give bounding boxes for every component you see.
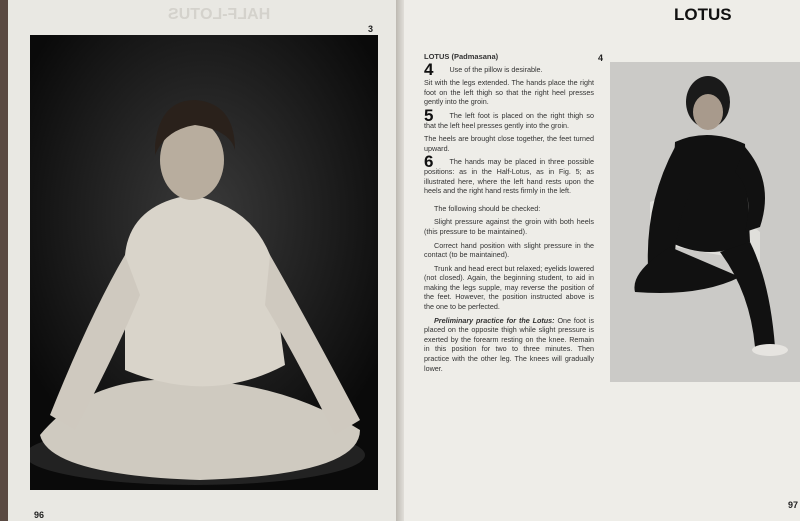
left-page — [8, 0, 402, 521]
prelim-text: One foot is placed on the opposite thigh while slight pressure is exerted by the forearm resting on the knee. Remain in this position for two to three minutes. Then practice with the other leg. The knees will gradually lower. — [424, 315, 594, 373]
page-number: 96 — [34, 510, 45, 520]
prelim-label: Preliminary practice for the Lotus: — [434, 315, 555, 325]
check-item: Slight pressure against the groin with both heels (this pressure to be maintained). — [424, 217, 594, 236]
step-number: 4 — [424, 59, 434, 79]
step-text: Sit with the legs extended. The hands place the right foot on the left thigh so that the right heel presses gently into the groin. — [424, 78, 594, 107]
checks-intro: The following should be checked: — [434, 203, 541, 213]
bleed-through-heading: HALF-LOTUS — [168, 6, 271, 23]
step-lead: The left foot is placed on the right thigh so that the left heel presses gently into the groin. — [424, 110, 594, 130]
photo-seated-man-lotus — [30, 35, 378, 490]
check-item: Correct hand position with slight pressure in the contact (to be maintained). — [424, 240, 594, 260]
photo-woman-lotus-prep — [610, 62, 800, 382]
section-title: LOTUS (Padmasana) — [424, 52, 499, 61]
step-number: 5 — [424, 105, 434, 125]
figure-number: 3 — [368, 24, 374, 34]
right-page — [404, 0, 800, 521]
page-number: 97 — [788, 500, 799, 510]
step-lead: The hands may be placed in three possible positions: as in the Half-Lotus, as in Fig. 5; as illustrated here, where the left hand rests upon the heels and the right hand rests firmly in the left. — [424, 157, 594, 196]
page-heading: LOTUS — [674, 5, 732, 24]
step-text: The heels are brought close together, the feet turned upward. — [424, 134, 594, 153]
check-item: Trunk and head erect but relaxed; eyelids lowered (not closed). Again, the beginning student, to aid in making the legs supple, may reverse the position of the feet. However, the position instructed above is the one to be perfected. — [424, 263, 594, 312]
step-number: 6 — [424, 152, 434, 172]
instruction-text — [424, 52, 594, 377]
figure-number: 4 — [598, 53, 604, 63]
step-lead: Use of the pillow is desirable. — [449, 64, 543, 74]
